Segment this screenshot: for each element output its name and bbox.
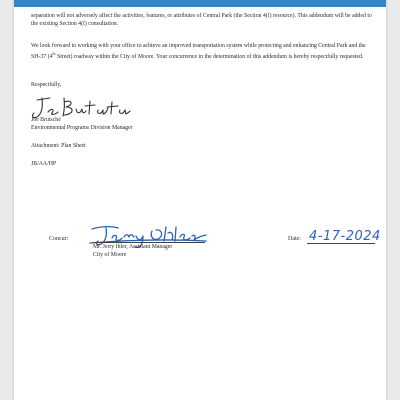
header-bar	[14, 0, 386, 7]
concur-organization: City of Moore	[93, 252, 127, 258]
concur-name: Mr. Jerry Ihler, Assistant Manager	[93, 244, 173, 250]
closing-line: Respectfully,	[31, 82, 62, 88]
signer-title: Environmental Programs Division Manager	[31, 125, 133, 131]
body-paragraph-1: separation will not adversely affect the activities, features, or attributes of Central Park (the Section 4(f) resource). This addendum will be added to the existing Section 4(f) consultation.	[31, 13, 372, 28]
date-line	[307, 243, 375, 244]
date-label: Date:	[288, 236, 301, 242]
body-paragraph-2: We look forward to working with your office to achieve an improved transportation system while protecting and enhancing Central Park and the SH-37 (4th Street) roadway within the City of Moore. Your concurrence in the determination of this addendum is hereby respectfully requested.	[31, 43, 366, 61]
concur-label: Concur:	[49, 236, 69, 242]
reference-initials: JB/AA/HP	[31, 161, 57, 167]
concur-signature-line	[93, 242, 205, 243]
attachment-line: Attachment: Plan Sheet	[31, 143, 86, 149]
signer-name: Joe Brutsché	[31, 117, 61, 123]
document-page	[14, 0, 386, 400]
handwritten-date: 4-17-2024	[309, 229, 381, 244]
